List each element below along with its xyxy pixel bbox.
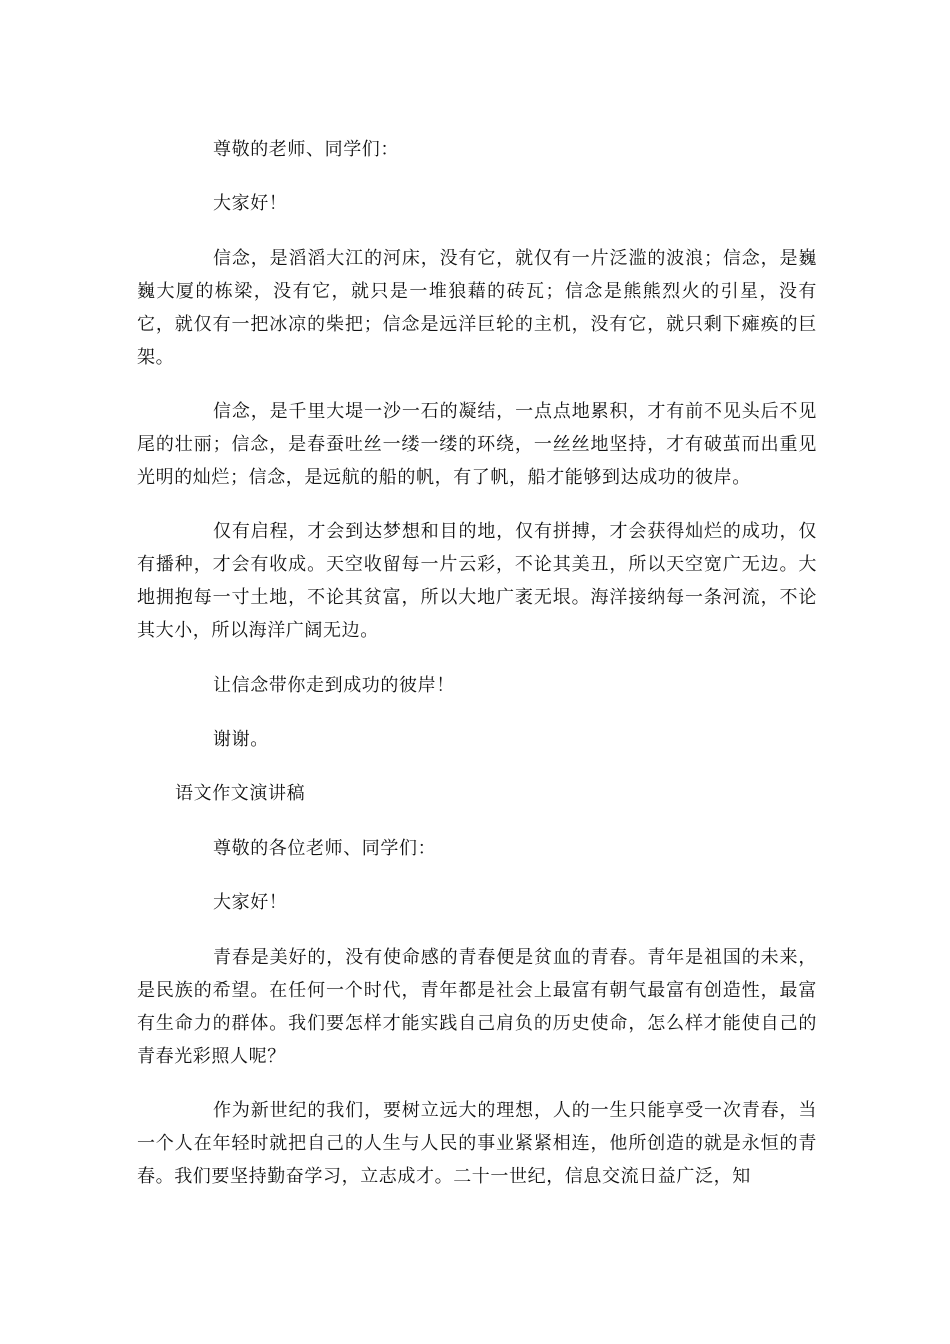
speech1-hello: 大家好！ [213, 193, 288, 214]
speech2-paragraph-1: 青春是美好的，没有使命感的青春便是贫血的青春。青年是祖国的未来，是民族的希望。在任何一个时代，青年都是社会上最富有朝气最富有创造性，最富有生命力的群体。我们要怎样才能实践自己肩负的历史使命，怎么样才能使自己的青春光彩照人呢？ [137, 947, 817, 1067]
speech2-hello: 大家好！ [213, 892, 288, 913]
speech1-paragraph-1: 信念，是滔滔大江的河床，没有它，就仅有一片泛滥的波浪；信念，是巍巍大厦的栋梁，没有它，就只是一堆狼藉的砖瓦；信念是熊熊烈火的引星，没有它，就仅有一把冰凉的柴把；信念是远洋巨轮的主机，没有它，就只剩下瘫痪的巨架。 [137, 248, 817, 368]
speech2-title: 语文作文演讲稿 [175, 783, 306, 804]
speech1-greeting: 尊敬的老师、同学们： [213, 139, 399, 160]
speech1-closing: 让信念带你走到成功的彼岸！ [213, 675, 455, 696]
speech1-thanks: 谢谢。 [213, 729, 269, 750]
speech1-paragraph-2: 信念，是千里大堤一沙一石的凝结，一点点地累积，才有前不见头后不见尾的壮丽；信念，是春蚕吐丝一缕一缕的环绕，一丝丝地坚持，才有破茧而出重见光明的灿烂；信念，是远航的船的帆，有了帆，船才能够到达成功的彼岸。 [137, 401, 817, 488]
speech1-paragraph-3: 仅有启程，才会到达梦想和目的地，仅有拼搏，才会获得灿烂的成功，仅有播种，才会有收成。天空收留每一片云彩，不论其美丑，所以天空宽广无边。大地拥抱每一寸土地，不论其贫富，所以大地广袤无垠。海洋接纳每一条河流，不论其大小，所以海洋广阔无边。 [137, 521, 817, 641]
speech2-greeting: 尊敬的各位老师、同学们： [213, 838, 437, 859]
speech2-paragraph-2: 作为新世纪的我们，要树立远大的理想，人的一生只能享受一次青春，当一个人在年轻时就把自己的人生与人民的事业紧紧相连，他所创造的就是永恒的青春。我们要坚持勤奋学习，立志成才。二十一世纪，信息交流日益广泛，知 [137, 1100, 817, 1187]
